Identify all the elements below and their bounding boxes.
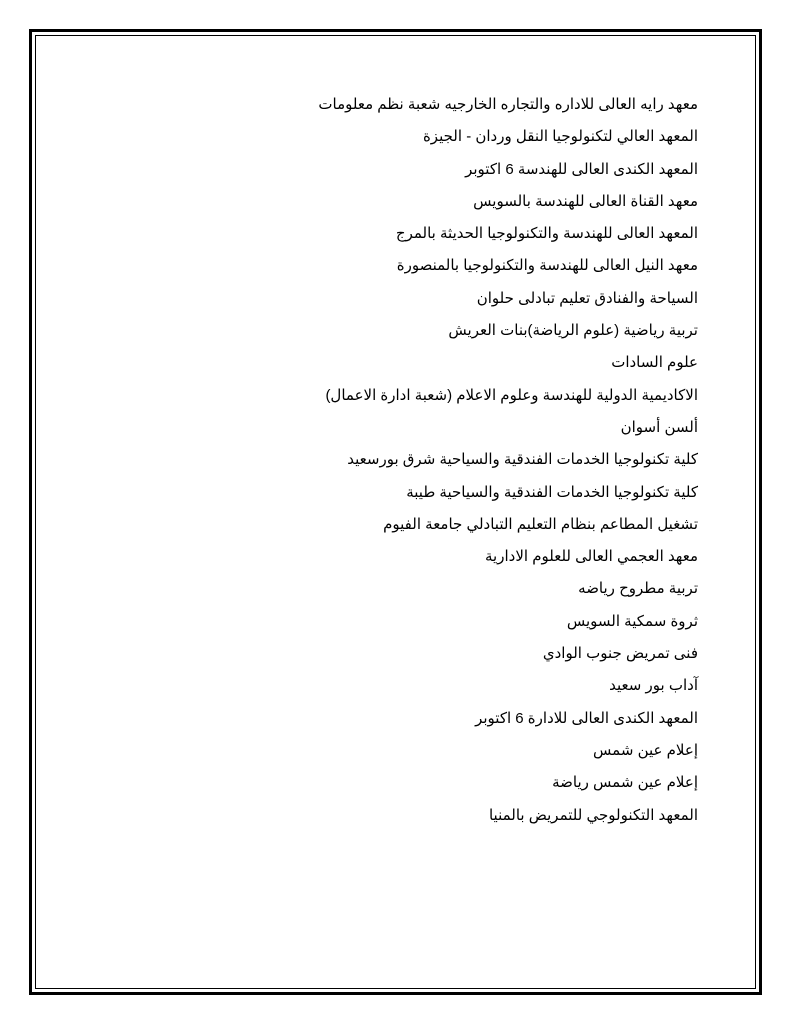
list-item: ألسن أسوان xyxy=(620,418,698,436)
list-item: الاكاديمية الدولية للهندسة وعلوم الاعلام (شعبة ادارة الاعمال) xyxy=(325,386,698,404)
list-item: كلية تكنولوجيا الخدمات الفندقية والسياحية طيبة xyxy=(406,483,698,501)
list-item: المعهد التكنولوجي للتمريض بالمنيا xyxy=(488,806,698,824)
list-item: المعهد العالي لتكنولوجيا النقل وردان - الجيزة xyxy=(422,128,698,146)
list-item: معهد النيل العالى للهندسة والتكنولوجيا بالمنصورة xyxy=(396,257,698,275)
list-item: السياحة والفنادق تعليم تبادلى حلوان xyxy=(476,289,698,307)
list-item: تشغيل المطاعم بنظام التعليم التبادلي جامعة الفيوم xyxy=(383,515,698,533)
list-item: تربية رياضية (علوم الرياضة)بنات العريش xyxy=(448,322,698,340)
list-item: المعهد العالى للهندسة والتكنولوجيا الحديثة بالمرج xyxy=(395,225,698,243)
list-item: المعهد الكندى العالى للهندسة 6 اكتوبر xyxy=(465,160,698,178)
list-item: إعلام عين شمس رياضة xyxy=(552,774,698,792)
list-item: ثروة سمكية السويس xyxy=(566,612,698,630)
list-item: معهد العجمي العالى للعلوم الادارية xyxy=(485,548,698,566)
list-item: معهد القناة العالى للهندسة بالسويس xyxy=(473,192,698,210)
list-item: كلية تكنولوجيا الخدمات الفندقية والسياحية شرق بورسعيد xyxy=(347,451,698,469)
list-item: المعهد الكندى العالى للادارة 6 اكتوبر xyxy=(475,709,698,727)
list-item: فنى تمريض جنوب الوادي xyxy=(542,645,698,663)
list-item: آداب بور سعيد xyxy=(609,677,698,695)
institutes-list xyxy=(78,89,698,832)
list-item: علوم السادات xyxy=(611,354,698,372)
list-item: معهد رايه العالى للاداره والتجاره الخارجيه شعبة نظم معلومات xyxy=(318,96,698,113)
list-item: تربية مطروح رياضه xyxy=(578,580,698,598)
list-item: إعلام عين شمس xyxy=(593,741,698,759)
